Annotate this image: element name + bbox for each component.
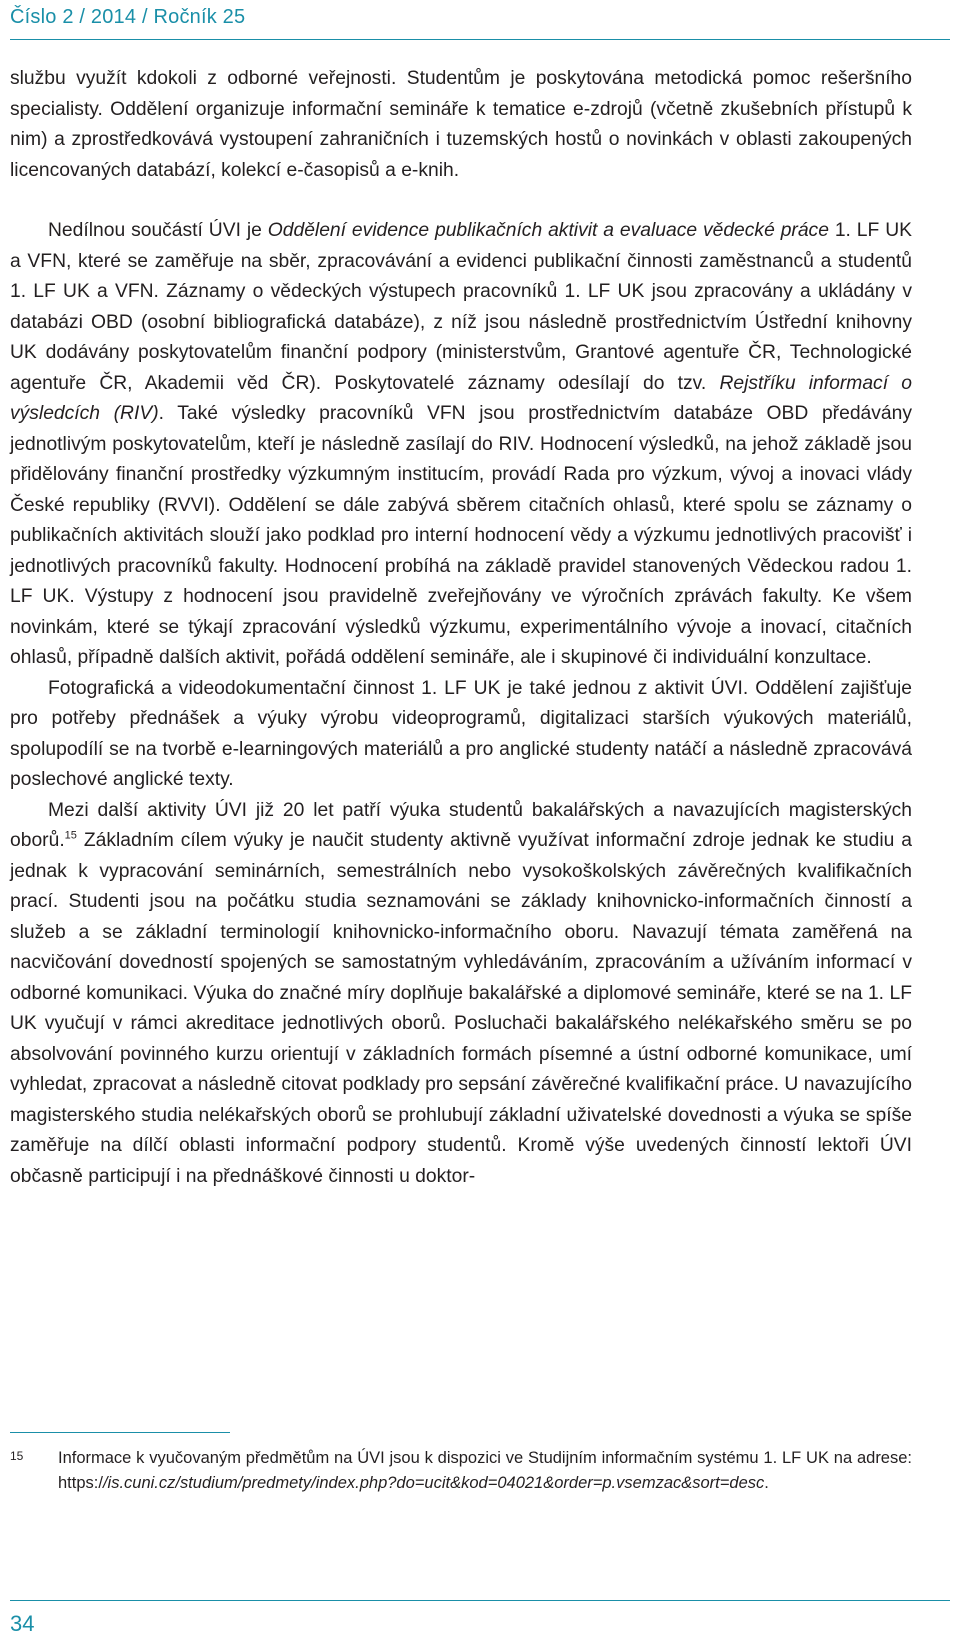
header-rule bbox=[10, 39, 950, 40]
paragraph-3: Fotografická a videodokumentační činnost 1. LF UK je také jednou z aktivit ÚVI. Oddělení zajišťuje pro potřeby přednášek a výuky výrobu videoprogramů, digitalizaci starších výukových materiálů, spolupodílí se na tvorbě e-learningových materiálů a pro anglické studenty natáčí a následně zpracovává poslechové anglické texty. bbox=[10, 677, 912, 790]
article-body bbox=[10, 64, 912, 1192]
footnote-reference[interactable]: 15 bbox=[64, 829, 77, 842]
paragraph-2 bbox=[10, 216, 912, 674]
paragraph-2-start: Nedílnou součástí ÚVI je bbox=[48, 220, 268, 241]
footnote-text bbox=[58, 1446, 912, 1496]
footer-rule bbox=[10, 1600, 950, 1601]
paragraph-4-end: Základním cílem výuky je naučit studenty aktivně využívat informační zdroje jednak ke studiu a jednak k vypracování seminárních, semestrálních nebo vysokoškolských závěrečných kvalifikačních prací. Studenti jsou na počátku studia seznamováni se základy knihovnicko-informačních činností a služeb a se základní terminologií knihovnicko-informačního oboru. Navazují témata zaměřená na nacvičování dovedností spojených se samostatným vyhledáváním, zpracováním a užíváním informací v odborné komunikaci. Výuka do značné míry doplňuje bakalářské a diplomové semináře, které se na 1. LF UK vyučují v rámci akreditace jednotlivých oborů. Posluchači bakalářského nelékařského směru se po absolvování povinného kurzu orientují v základních formách písemné a ústní odborné komunikace, umí vyhledat, zpracovat a následně citovat podklady pro sepsání závěrečné kvalifikační práce. U navazujícího magisterského studia nelékařských oborů se prohlubují základní uživatelské dovednosti a výuka se spíše zaměřuje na dílčí oblasti informační podpory studentů. Kromě výše uvedených činností lektoři ÚVI občasně participují i na přednáškové činnosti u doktor- bbox=[10, 830, 912, 1187]
paragraph-2-italic-department: Oddělení evidence publikačních aktivit a evaluace vědecké práce bbox=[267, 220, 829, 241]
page-number: 34 bbox=[10, 1611, 35, 1636]
footnote-rule bbox=[10, 1432, 230, 1433]
footnote-text-end: . bbox=[764, 1474, 769, 1492]
paragraph-4-start: Mezi další aktivity ÚVI již 20 let patří výuka studentů bakalářských a navazujících magisterských oborů. bbox=[10, 799, 912, 851]
paragraph-2-italic-riv: Rejstříku informací o výsledcích (RIV) bbox=[10, 372, 912, 424]
paragraph-2-middle: 1. LF UK a VFN, které se zaměřuje na sběr, zpracovávání a evidenci publikační činnosti zaměstnanců a studentů 1. LF UK a VFN. Záznamy o vědeckých výstupech pracovníků 1. LF UK jsou zpracovány a ukládány v databázi OBD (osobní bibliografická databáze), z níž jsou následně prostřednictvím Ústřední knihovny UK dodávány poskytovatelům finanční podpory (ministerstvům, Grantové agentuře ČR, Technologické agentuře ČR, Akademii věd ČR). Poskytovatelé záznamy odesílají do tzv. bbox=[10, 220, 912, 394]
paragraph-1: službu využít kdokoli z odborné veřejnosti. Studentům je poskytována metodická pomoc rešeršního specialisty. Oddělení organizuje informační semináře k tematice e-zdrojů (včetně zkušebních přístupů k nim) a zprostředkovává vystoupení zahraničních i tuzemských hostů o novinkách v oblasti zakoupených licencovaných databází, kolekcí e-časopisů a e-knih. bbox=[10, 68, 912, 181]
footnote-text-start: Informace k vyučovaným předmětům na ÚVI jsou k dispozici ve Studijním informačním systému 1. LF UK na adrese: https:/ bbox=[58, 1449, 912, 1492]
footnote-url-link[interactable]: /is.cuni.cz/studium/predmety/index.php?do=ucit&kod=04021&order=p.vsemzac&sort=desc bbox=[102, 1474, 765, 1492]
footnote-number: 15 bbox=[10, 1449, 24, 1463]
running-header: Číslo 2 / 2014 / Ročník 25 bbox=[10, 6, 246, 28]
paragraph-2-end: . Také výsledky pracovníků VFN jsou prostřednictvím databáze OBD předávány jednotlivým poskytovatelům, kteří je následně zasílají do RIV. Hodnocení výsledků, na jehož základě jsou přidělovány finanční prostředky výzkumným institucím, provádí Rada pro výzkum, vývoj a inovaci vlády České republiky (RVVI). Oddělení se dále zabývá sběrem citačních ohlasů, které spolu se záznamy o publikačních aktivitách slouží jako podklad pro interní hodnocení vědy a výzkumu jednotlivých pracovišť i jednotlivých pracovníků fakulty. Hodnocení probíhá na základě pravidel stanovených Vědeckou radou 1. LF UK. Výstupy z hodnocení jsou pravidelně zveřejňovány ve výročních zprávách fakulty. Ke všem novinkám, které se týkají zpracování výsledků výzkumu, experimentálního vývoje a inovací, citačních ohlasů, případně dalších aktivit, pořádá oddělení semináře, ale i skupinové či individuální konzultace. bbox=[10, 403, 912, 668]
paragraph-4 bbox=[10, 796, 912, 1193]
footnote bbox=[10, 1446, 912, 1496]
